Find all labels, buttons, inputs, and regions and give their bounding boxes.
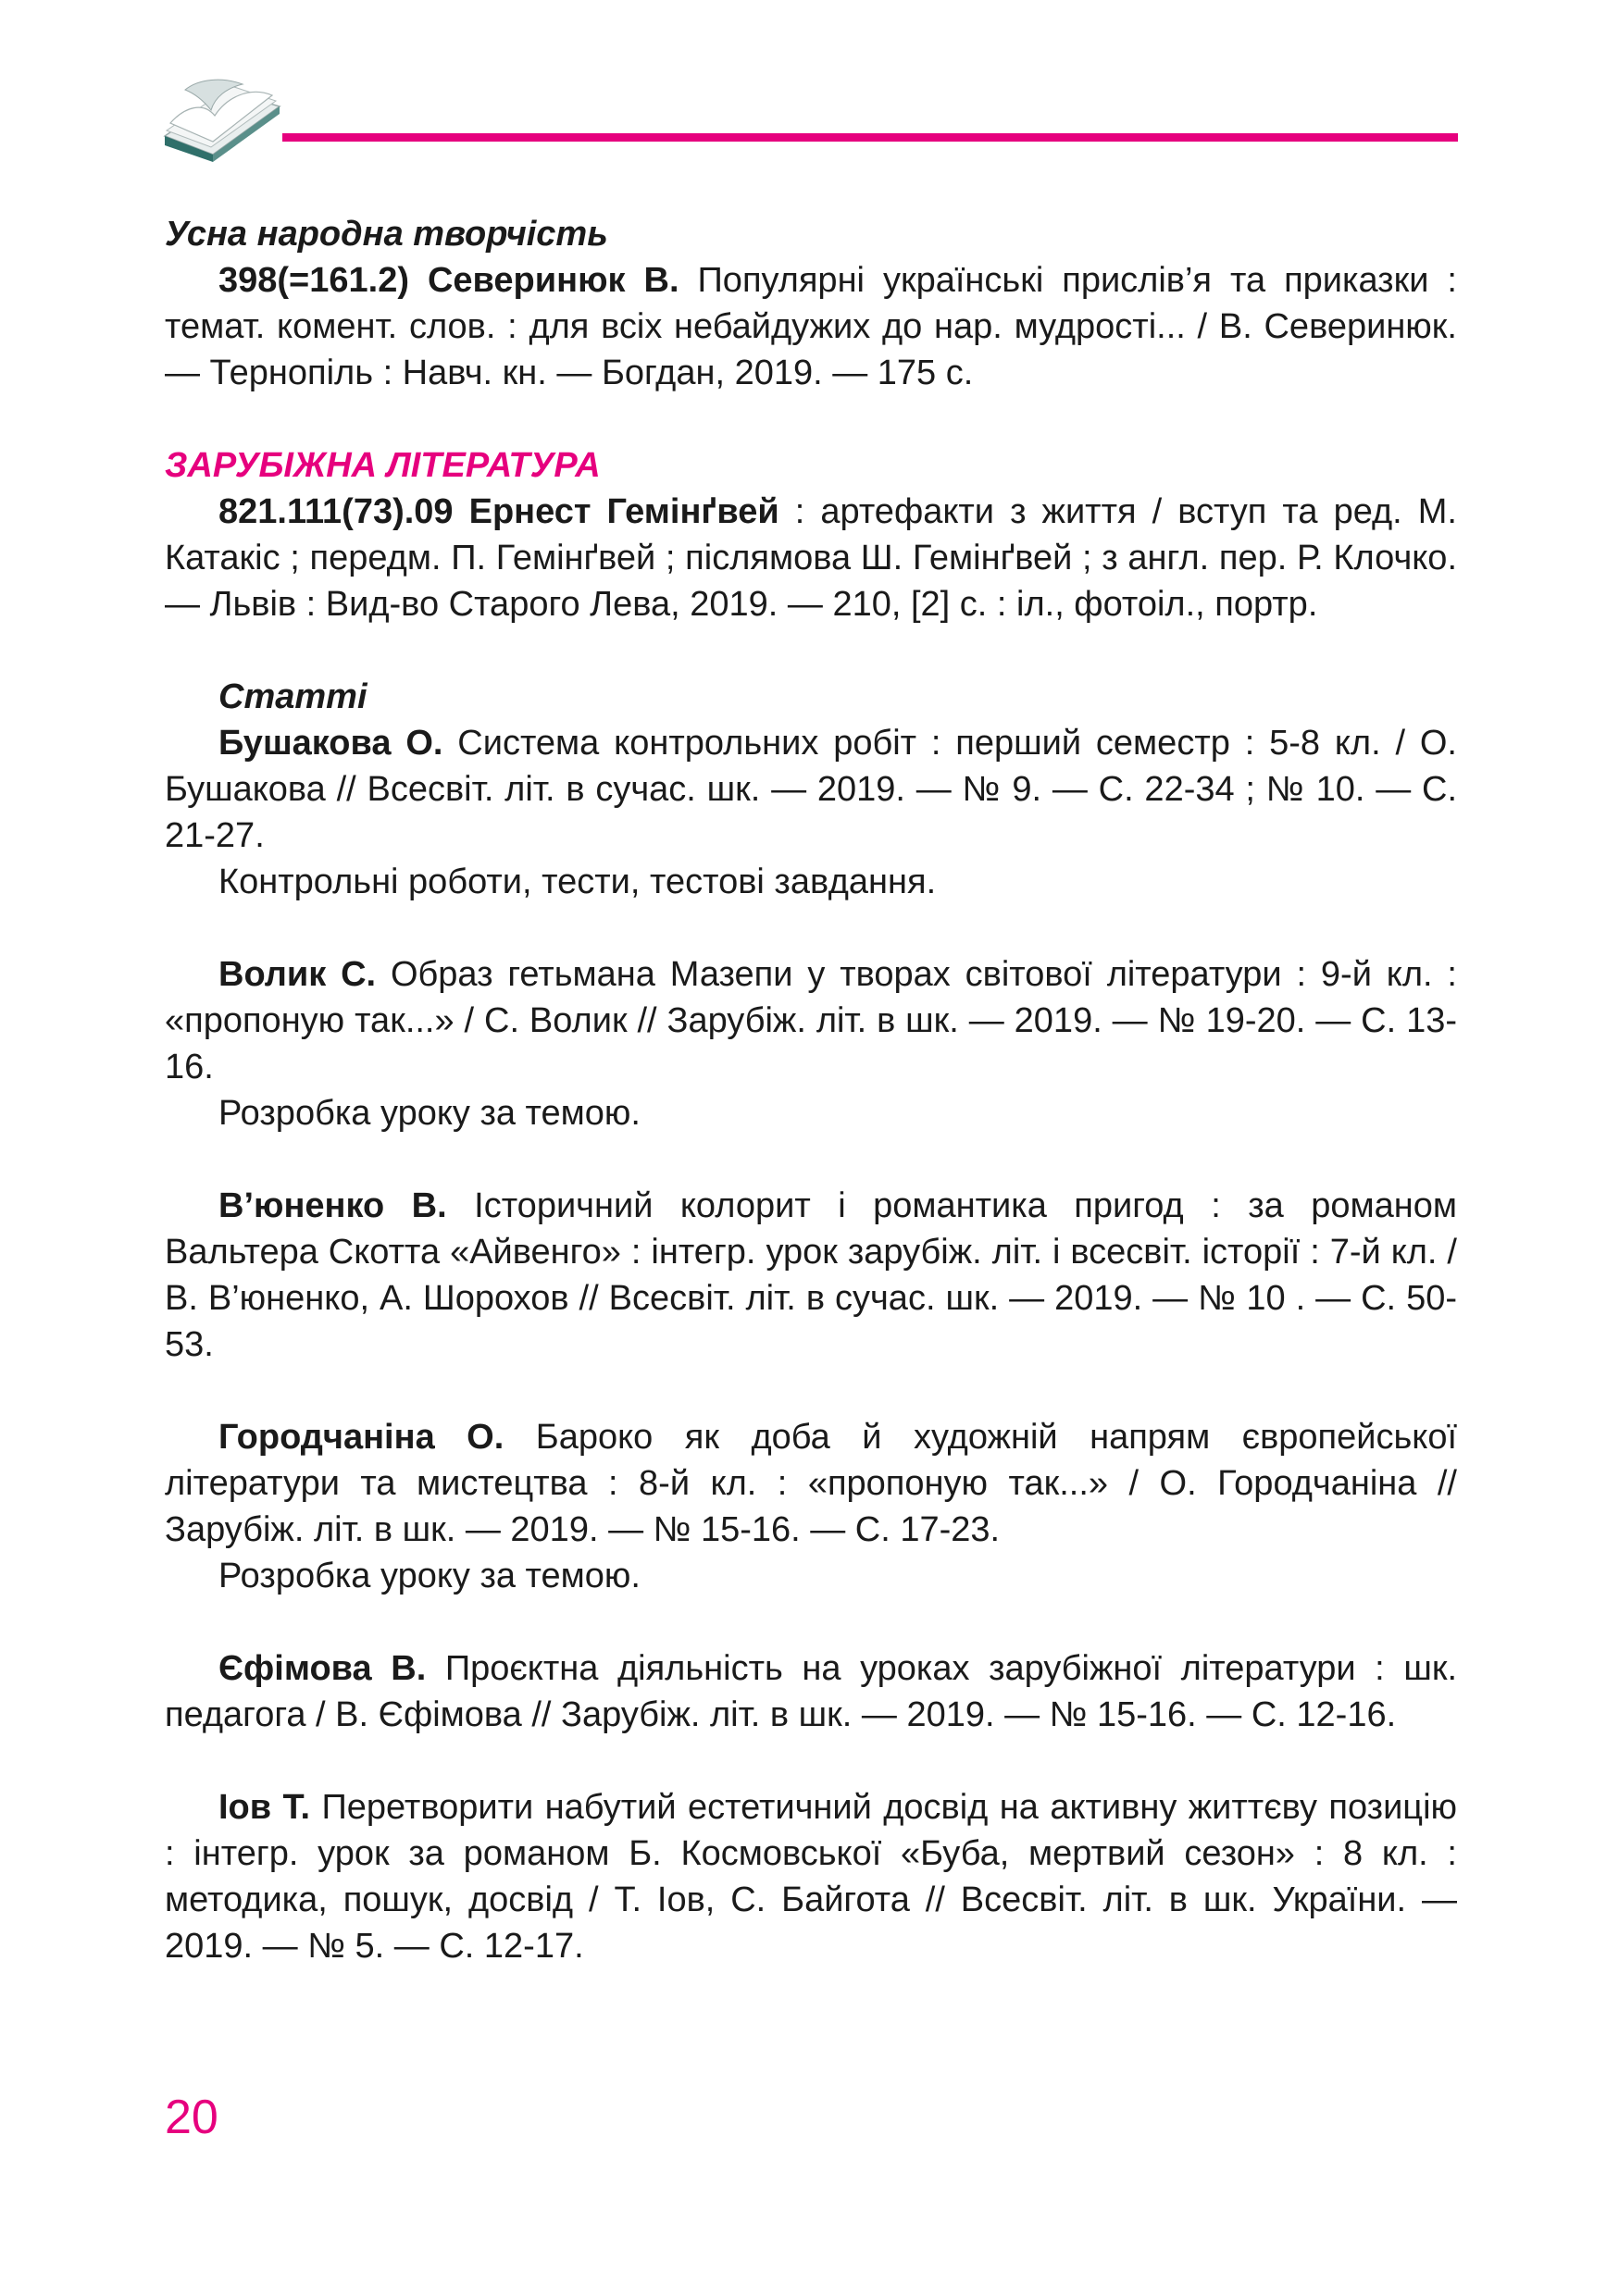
entry-text: Перетворити набутий естетичний досвід на активну життєву позицію : інтегр. урок за романом Б. Космовської «Буба, мертвий сезон» : 8 кл. : методика, пошук, досвід / Т. Іов, С. Байгота // Всесвіт. літ. в шк. України. — 2019. — № 5. — С. 12-17.: [165, 1788, 1458, 1966]
entry-text: Популярні українські прислів’я та приказки : темат. комент. слов. : для всіх небайдужих до нар. мудрості... / В. Северинюк. — Тернопіль : Навч. кн. — Богдан, 2019. — 175 с.: [165, 261, 1457, 392]
article-entry-4: [165, 1414, 1457, 1553]
article-entry-1: [165, 720, 1457, 859]
entry-note: Розробка уроку за темою.: [218, 1557, 641, 1595]
entry-text: : артефакти з життя / вступ та ред. М. Катакіс ; передм. П. Гемінґвей ; післямова Ш. Гемінґвей ; з англ. пер. Р. Клочко. — Львів : Вид-во Старого Лева, 2019. — 210, [2] с. : іл., фотоіл., портр.: [165, 492, 1457, 624]
page-header: [0, 0, 1619, 185]
article-entry-2: [165, 951, 1457, 1090]
entry-folk: [165, 257, 1457, 396]
entry-note: Контрольні роботи, тести, тестові завдання.: [218, 863, 937, 901]
entry-author: Іов Т.: [218, 1788, 311, 1827]
entry-author: Волик С.: [218, 955, 377, 994]
entry-foreign: [165, 489, 1457, 627]
section-title-folk: Усна народна творчість: [165, 215, 608, 254]
entry-author: В’юненко В.: [218, 1186, 447, 1225]
article-entry-5: [165, 1645, 1457, 1738]
entry-text: Система контрольних робіт : перший семестр : 5-8 кл. / О. Бушакова // Всесвіт. літ. в сучас. шк. — 2019. — № 9. — С. 22-34 ; № 10. — С. 21-27.: [165, 724, 1457, 855]
article-entry-3: [165, 1183, 1457, 1368]
entry-author: Бушакова О.: [218, 724, 443, 763]
entry-text: Проєктна діяльність на уроках зарубіжної літератури : шк. педагога / В. Єфімова // Зарубіж. літ. в шк. — 2019. — № 15-16. — С. 12-16.: [165, 1649, 1457, 1734]
entry-code-author: 398(=161.2) Северинюк В.: [218, 261, 679, 300]
article-entry-6: [165, 1784, 1457, 1969]
page-number: 20: [165, 2091, 218, 2144]
entry-author: Городчаніна О.: [218, 1418, 504, 1457]
open-book-icon: [157, 69, 287, 171]
header-rule: [282, 133, 1458, 142]
entry-text: Бароко як доба й художній напрям європейської літератури та мистецтва : 8-й кл. : «пропоную так...» / О. Городчаніна // Зарубіж. літ. в шк. — 2019. — № 15-16. — С. 17-23.: [165, 1418, 1458, 1549]
entry-code-author: 821.111(73).09 Ернест Гемінґвей: [218, 492, 779, 531]
section-title-foreign: ЗАРУБІЖНА ЛІТЕРАТУРА: [165, 446, 601, 485]
entry-note: Розробка уроку за темою.: [218, 1094, 641, 1133]
entry-text: Історичний колорит і романтика пригод : за романом Вальтера Скотта «Айвенго» : інтегр. урок зарубіж. літ. і всесвіт. історії : 7-й кл. / В. В’юненко, А. Шорохов // Всесвіт. літ. в сучас. шк. — 2019. — № 10 . — С. 50-53.: [165, 1186, 1457, 1364]
section-title-articles: Статті: [218, 677, 367, 716]
bibliography-content: [165, 211, 1457, 1969]
entry-text: Образ гетьмана Мазепи у творах світової літератури : 9-й кл. : «пропоную так...» / С. Волик // Зарубіж. літ. в шк. — 2019. — № 19-20. — С. 13-16.: [165, 955, 1457, 1086]
entry-author: Єфімова В.: [218, 1649, 427, 1688]
